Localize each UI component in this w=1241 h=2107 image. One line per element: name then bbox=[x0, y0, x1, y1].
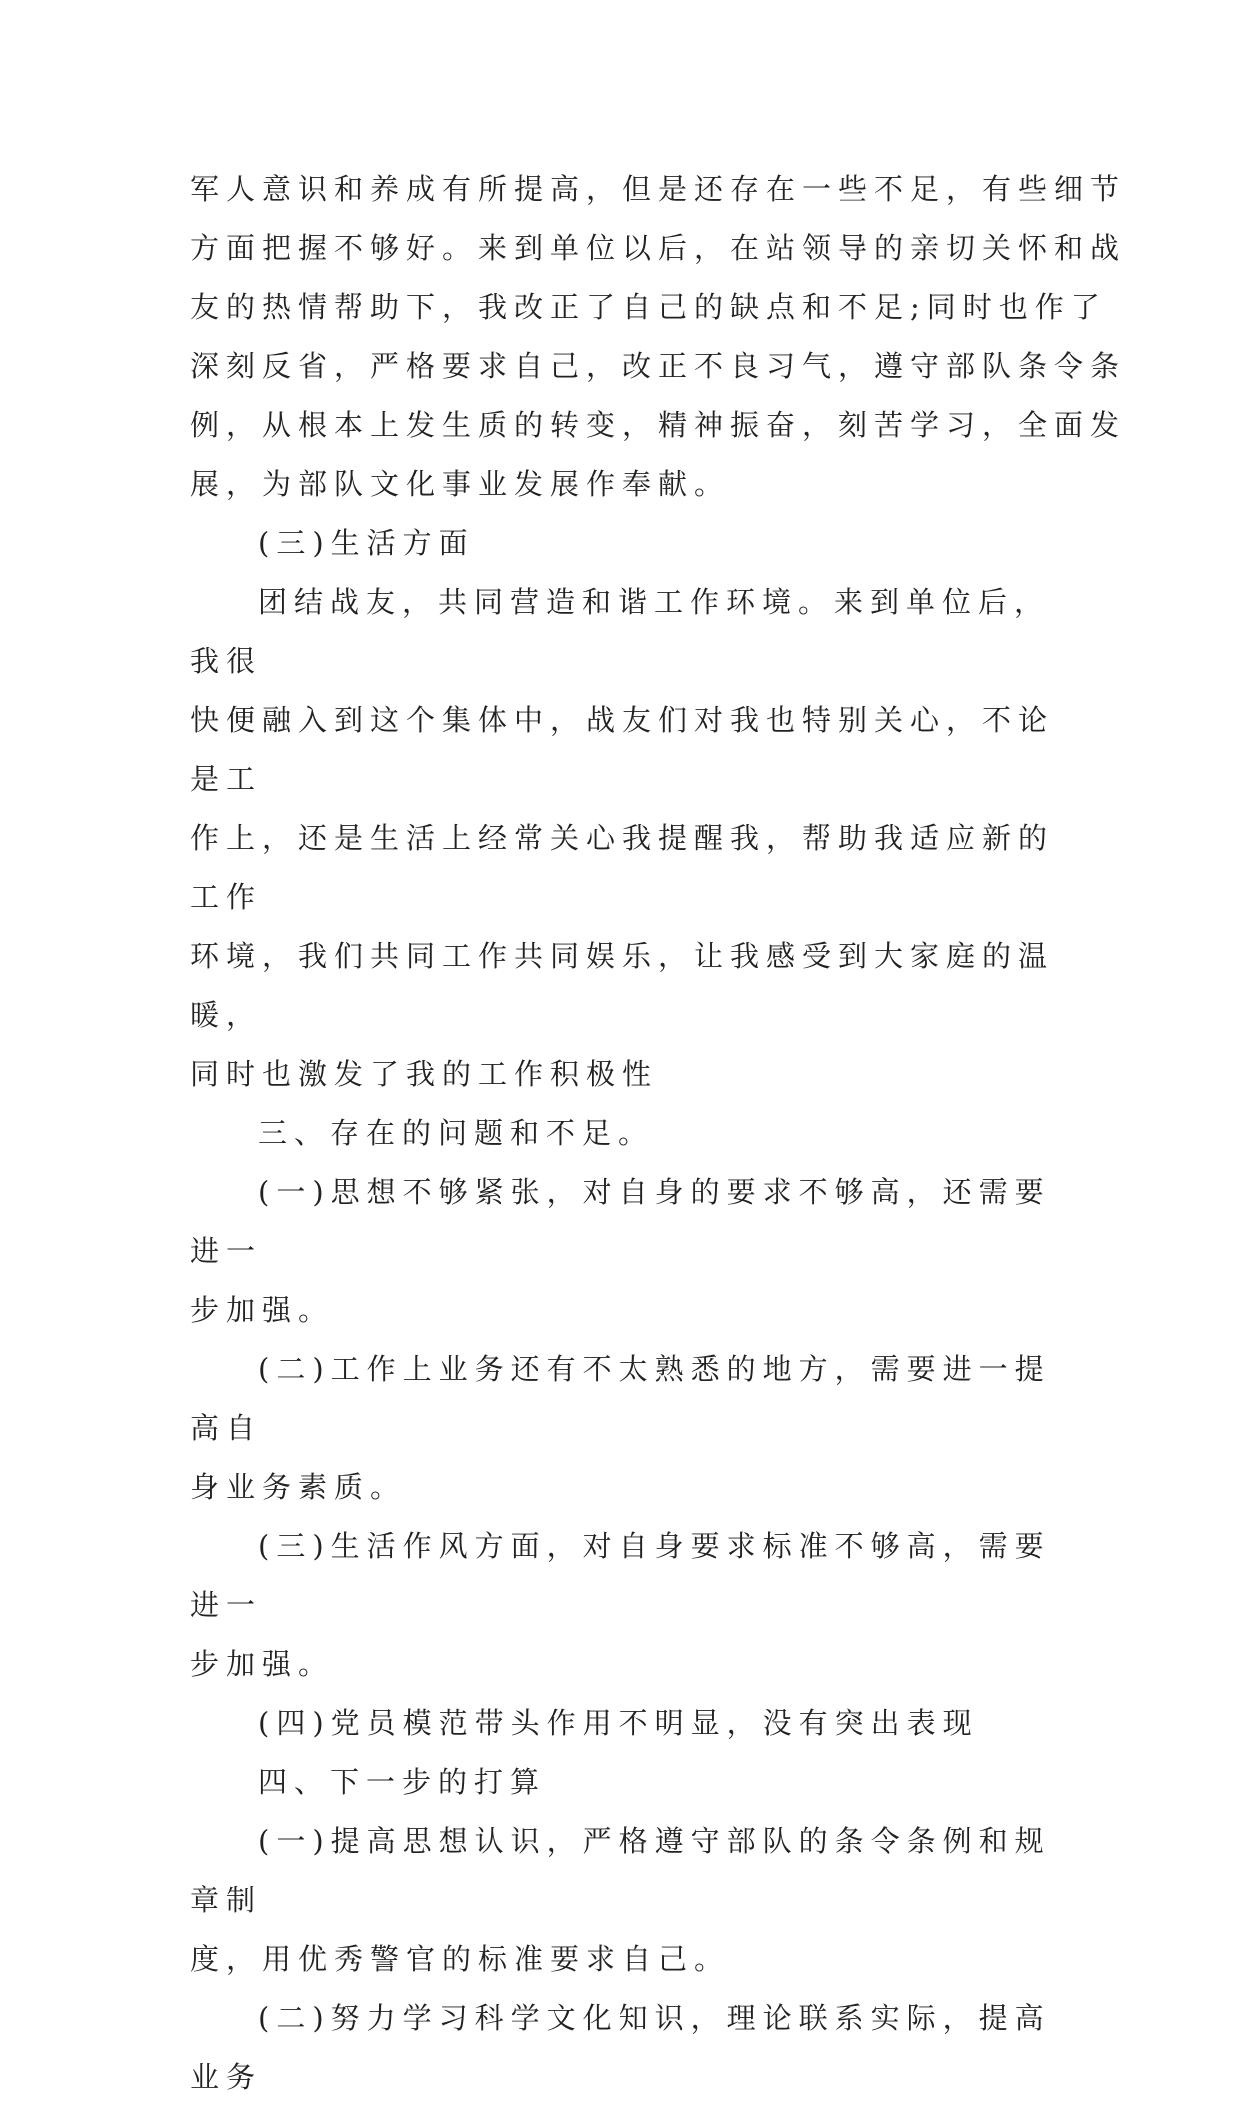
plan-item-1 bbox=[190, 1812, 1060, 1989]
text-line: 三、存在的问题和不足。 bbox=[258, 1116, 655, 1150]
text-line: 步加强。 bbox=[190, 1293, 335, 1327]
text-line: 友的热情帮助下，我改正了自己的缺点和不足;同时也作了 bbox=[190, 290, 1107, 324]
heading-next-steps bbox=[190, 1753, 1060, 1812]
text-line: 作上，还是生活上经常关心我提醒我，帮助我适应新的工作 bbox=[190, 821, 1055, 914]
text-line: 团结战友，共同营造和谐工作环境。来到单位后，我很 bbox=[190, 585, 1051, 678]
text-line: 方面把握不够好。来到单位以后，在站领导的亲切关怀和战 bbox=[190, 231, 1127, 265]
text-line: 例，从根本上发生质的转变，精神振奋，刻苦学习，全面发 bbox=[190, 408, 1127, 442]
subheading-life bbox=[190, 514, 1060, 573]
text-line: 深刻反省，严格要求自己，改正不良习气，遵守部队条令条 bbox=[190, 349, 1127, 383]
paragraph-military-awareness bbox=[190, 160, 1127, 514]
problem-item-3 bbox=[190, 1517, 1060, 1694]
text-line: 身业务素质。 bbox=[190, 1470, 407, 1504]
document-body bbox=[190, 160, 1127, 2107]
text-line: (二)努力学习科学文化知识，理论联系实际，提高业务 bbox=[190, 2001, 1051, 2094]
text-line: (二)工作上业务还有不太熟悉的地方，需要进一提高自 bbox=[190, 1352, 1051, 1445]
text-line: (一)提高思想认识，严格遵守部队的条令条例和规章制 bbox=[190, 1824, 1051, 1917]
heading-problems bbox=[190, 1104, 1060, 1163]
problem-item-4 bbox=[190, 1694, 1060, 1753]
text-line: 军人意识和养成有所提高，但是还存在一些不足，有些细节 bbox=[190, 172, 1127, 206]
text-line: (一)思想不够紧张，对自身的要求不够高，还需要进一 bbox=[190, 1175, 1051, 1268]
text-line: (四)党员模范带头作用不明显，没有突出表现 bbox=[258, 1706, 979, 1740]
text-line: (三)生活方面 bbox=[258, 526, 475, 560]
text-line: 度，用优秀警官的标准要求自己。 bbox=[190, 1942, 731, 1976]
text-line: 四、下一步的打算 bbox=[258, 1765, 547, 1799]
text-line: 环境，我们共同工作共同娱乐，让我感受到大家庭的温暖， bbox=[190, 939, 1055, 1032]
text-line: 快便融入到这个集体中，战友们对我也特别关心，不论是工 bbox=[190, 703, 1055, 796]
paragraph-unity bbox=[190, 573, 1060, 1104]
problem-item-1 bbox=[190, 1163, 1060, 1340]
text-line: 同时也激发了我的工作积极性 bbox=[190, 1057, 659, 1091]
text-line: 展，为部队文化事业发展作奉献。 bbox=[190, 467, 731, 501]
text-line: 步加强。 bbox=[190, 1647, 335, 1681]
problem-item-2 bbox=[190, 1340, 1060, 1517]
text-line: (三)生活作风方面，对自身要求标准不够高，需要进一 bbox=[190, 1529, 1051, 1622]
plan-item-2 bbox=[190, 1989, 1060, 2107]
